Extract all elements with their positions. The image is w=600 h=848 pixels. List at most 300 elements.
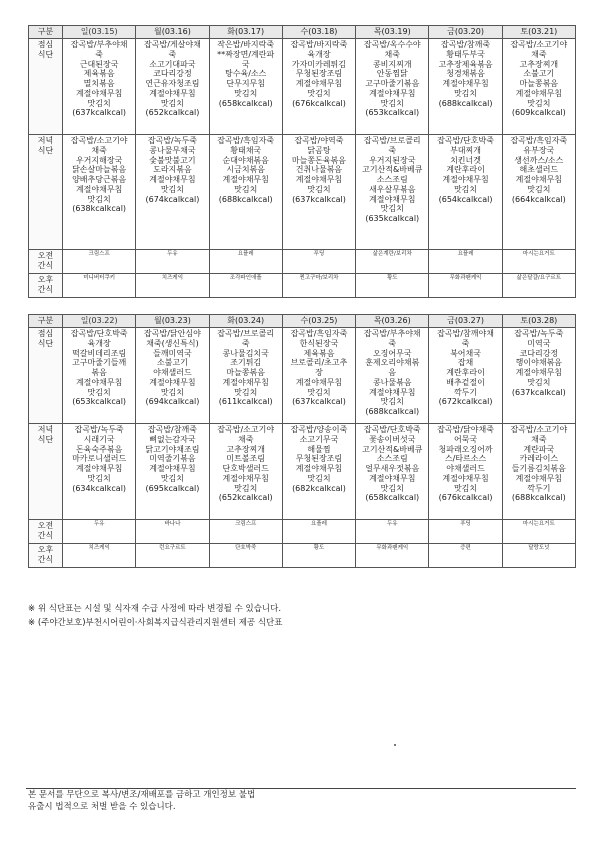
- menu-item: 계절야채무침: [442, 473, 489, 483]
- menu-item: 맛김치: [380, 98, 404, 108]
- menu-item: 맛김치: [160, 98, 185, 108]
- menu-item: 잡곡밥/참깨죽: [147, 425, 197, 434]
- row-label-line: 식단: [37, 338, 54, 348]
- menu-item: 제육볶음: [83, 69, 115, 79]
- menu-item: 황태두부국: [446, 49, 485, 59]
- menu-item: 맛김치: [307, 473, 331, 483]
- menu-item: 잡곡밥/참깨죽: [441, 40, 491, 49]
- header-row: [29, 26, 576, 39]
- row-label-line: 저녁: [37, 136, 54, 145]
- menu-item: 잡곡밥/브로콜리: [363, 136, 421, 145]
- menu-item: 채죽: [531, 434, 547, 444]
- menu-item: 뼈없는감자국: [149, 434, 196, 444]
- menu-item: 유부장국: [523, 145, 555, 155]
- menu-item: 맛김치: [307, 88, 331, 98]
- menu-item: 계절야채무침: [149, 175, 196, 184]
- am_snack-cell: 두유: [356, 520, 429, 544]
- menu-item: 오징어무국: [372, 348, 412, 358]
- row-label-dinner: [29, 424, 63, 520]
- row-label-line: 식단: [37, 145, 54, 155]
- menu-item: 계절야채무침: [515, 175, 563, 184]
- menu-item: 잡곡밥/단호박죽: [363, 425, 421, 434]
- menu-item: 시래기국: [83, 434, 115, 444]
- menu-item: 소스조림: [376, 454, 408, 464]
- day-header: 일(03.22): [63, 315, 136, 328]
- menu-item: 고구마줄기볶음: [365, 79, 420, 88]
- menu-item: 채죽: [91, 145, 107, 155]
- dinner-cell: [502, 135, 575, 250]
- menu-item: 맛김치: [453, 483, 478, 493]
- menu-item: (653kcalkcal): [72, 397, 127, 407]
- dinner-cell: [63, 135, 136, 250]
- menu-item: 잡곡밥/양송이죽: [290, 425, 348, 434]
- menu-item: (688kcalkcal): [438, 98, 493, 108]
- menu-item: 무청된장조림: [295, 454, 343, 464]
- menu-item: (676kcalkcal): [292, 98, 346, 108]
- am_snack-cell: 크림스프: [209, 520, 282, 544]
- menu-item: 멸치볶음: [83, 79, 115, 88]
- menu-item: 가자미카레튀김: [291, 59, 347, 69]
- menu-item: (654kcalkcal): [438, 194, 493, 204]
- menu-item: 브로콜리/초고추: [290, 358, 348, 368]
- menu-item: 순대야채볶음: [222, 155, 269, 165]
- menu-item: 맛김치: [234, 483, 258, 493]
- menu-item: 잡채: [457, 358, 474, 368]
- menu-item: 닭고기야채조림: [145, 444, 200, 454]
- menu-item: (635kcalkcal): [365, 214, 420, 223]
- menu-item: 잡곡밥/소고기야: [510, 425, 568, 434]
- menu-item: (676kcalkcal): [438, 493, 493, 503]
- lunch-cell: [282, 39, 355, 135]
- menu-item: 계절야채무침: [369, 473, 416, 483]
- menu-item: 잡곡밥/녹두죽: [147, 136, 197, 145]
- dinner-cell: [282, 135, 355, 250]
- row-label-line: 점심: [37, 329, 54, 338]
- menu-item: 맛김치: [160, 184, 185, 194]
- dinner-cell: [209, 424, 282, 520]
- am_snack-cell: 삶은계란/보리차: [356, 250, 429, 274]
- menu-item: (682kcalkcal): [292, 483, 346, 493]
- lunch-cell: [502, 39, 575, 135]
- menu-item: 계절야채무침: [295, 464, 343, 473]
- row-label-am_snack: [29, 250, 63, 274]
- footer-divider: [26, 788, 576, 789]
- menu-item: 잡곡밥/흑임자죽: [290, 329, 348, 338]
- menu-item: 훈제오리야채볶: [365, 358, 420, 368]
- menu-item: 잡곡밥/소고기야: [70, 136, 128, 145]
- menu-item: 잡곡밥/참깨야채: [437, 329, 494, 338]
- row-label-line: 식단: [37, 49, 54, 59]
- day-header: 화(03.24): [209, 315, 282, 328]
- menu-item: 콩나물무채국: [149, 145, 196, 155]
- lunch-cell: [502, 328, 575, 424]
- lunch-cell: [136, 328, 209, 424]
- menu-item: 단무지무침: [226, 79, 266, 88]
- menu-item: 부대찌개: [450, 145, 481, 155]
- menu-item: 미역국: [527, 338, 551, 348]
- menu-item: 건취나물볶음: [295, 165, 343, 175]
- menu-item: 계절야채무침: [295, 79, 343, 88]
- menu-item: 계절야채무침: [149, 464, 196, 473]
- day-header: 토(03.28): [502, 315, 575, 328]
- lunch-cell: [356, 39, 429, 135]
- pm_snack-cell: 미니버터쿠키: [63, 274, 136, 298]
- pm_snack-cell: 증편: [429, 544, 502, 568]
- menu-item: 고추장찌개: [519, 59, 559, 69]
- day-header: 수(03.18): [282, 26, 355, 39]
- menu-item: (658kcalkcal): [365, 493, 420, 503]
- menu-item: 잡곡밥/브로콜리: [217, 329, 275, 338]
- day-header: 월(03.23): [136, 315, 209, 328]
- menu-item: (638kcalkcal): [72, 204, 127, 214]
- am_snack-cell: 크림스프: [63, 250, 136, 274]
- menu-item: 계란후라이: [446, 368, 485, 377]
- menu-item: 마늘쫑돈육볶음: [291, 155, 347, 165]
- menu-item: 잡곡밥/닭안심야: [144, 329, 201, 338]
- menu-item: 고추장제육볶음: [438, 59, 493, 69]
- menu-item: 계란후라이: [446, 165, 485, 175]
- pm_snack-cell: 단호박죽: [209, 544, 282, 568]
- menu-item: 잡곡밥/야역죽: [294, 136, 344, 145]
- menu-item: 계절야채무침: [442, 175, 489, 184]
- menu-item: 맛김치: [380, 204, 404, 214]
- menu-item: 마늘쫑볶음: [226, 368, 266, 377]
- menu-item: 죽: [241, 338, 250, 348]
- menu-item: 작은밥/바지락죽: [217, 40, 275, 49]
- am_snack-cell: 푸딩: [282, 250, 355, 274]
- menu-item: 육개장: [307, 49, 331, 59]
- row-label-line: 저녁: [37, 425, 54, 434]
- row-label-line: 간식: [37, 260, 54, 270]
- am_snack-row: [29, 250, 576, 274]
- footer-warning: [28, 790, 255, 814]
- pm_snack-cell: 삶은달걀/요구르트: [502, 274, 575, 298]
- menu-item: (637kcalkcal): [292, 194, 346, 204]
- am_snack-cell: 요플레: [209, 250, 282, 274]
- menu-item: 소불고기: [156, 358, 188, 368]
- day-header: 목(03.19): [356, 26, 429, 39]
- menu-item: 계절야채무침: [222, 473, 269, 483]
- lunch-cell: [209, 39, 282, 135]
- row-label-dinner: [29, 135, 63, 250]
- am_snack-cell: 마시는요거트: [502, 250, 575, 274]
- menu-item: 맛김치: [527, 98, 551, 108]
- row-label-line: 오전: [37, 251, 54, 260]
- menu-item: 고기산적&바베큐: [362, 444, 423, 454]
- menu-item: 맛김치: [87, 473, 111, 483]
- menu-item: 잡곡밥/게살야채: [144, 40, 201, 49]
- menu-item: 잡곡밥/소고기야: [510, 40, 568, 49]
- row-label-line: 간식: [37, 530, 54, 540]
- day-header: 목(03.26): [356, 315, 429, 328]
- dinner-cell: [209, 135, 282, 250]
- menu-item: 맛김치: [87, 194, 111, 204]
- lunch-cell: [356, 328, 429, 424]
- row-label-pm_snack: [29, 274, 63, 298]
- menu-item: 닭손살마늘볶음: [72, 165, 127, 175]
- dinner-cell: [429, 135, 502, 250]
- menu-item: 죽: [388, 338, 397, 348]
- dinner-cell: [136, 424, 209, 520]
- row-label-lunch: [29, 39, 63, 135]
- menu-item: 계절야채무침: [149, 88, 196, 98]
- note-source: ※ (주야간보호)부천시어린이·사회복지급식관리지원센터 제공 식단표: [28, 617, 283, 628]
- menu-item: 계절야채무침: [295, 175, 343, 184]
- menu-item: 잡곡밥/부추야채: [70, 40, 128, 49]
- menu-item: 마늘쫑볶음: [519, 79, 559, 88]
- menu-item: 콩비지찌개: [372, 59, 412, 69]
- menu-item: (637kcalkcal): [511, 387, 566, 397]
- menu-item: 잡곡밥/부추야채: [363, 329, 421, 338]
- menu-item: 깍두기: [453, 387, 478, 397]
- menu-item: 계절야채무침: [515, 473, 563, 483]
- menu-item: 소고기대파국: [149, 59, 196, 69]
- menu-item: 치킨너겟: [450, 155, 481, 165]
- pm_snack-cell: 달랑도넛: [502, 544, 575, 568]
- menu-item: (652kcalkcal): [145, 108, 200, 118]
- menu-item: (658kcalkcal): [218, 98, 273, 108]
- lunch-row: [29, 328, 576, 424]
- menu-item: 행이야채볶음: [515, 358, 563, 368]
- row-label-line: 간식: [37, 284, 54, 294]
- pm_snack-cell: 런요구르트: [136, 544, 209, 568]
- menu-item: 계절야채무침: [442, 79, 489, 88]
- day-header: 금(03.20): [429, 26, 502, 39]
- menu-item: 미역줄기볶음: [149, 454, 196, 464]
- menu-item: 우거지된장국: [369, 155, 416, 165]
- menu-item: 조기튀김: [230, 358, 262, 368]
- menu-item: 잡곡밥/바지락죽: [290, 40, 348, 49]
- menu-item: 잡곡밥/단호박죽: [437, 136, 494, 145]
- menu-item: (637kcalkcal): [72, 108, 127, 118]
- menu-item: 잡곡밥/옥수수야: [363, 40, 421, 49]
- menu-item: 계절야채무침: [515, 88, 563, 98]
- menu-item: 계절야채무침: [515, 368, 563, 377]
- footer-line-2: 유출시 법적으로 처벌 받을 수 있습니다.: [28, 801, 176, 812]
- menu-item: 맛김치: [234, 387, 258, 397]
- menu-item: 소스조림: [376, 175, 408, 184]
- menu-item: 잡곡밥/닭야채죽: [437, 425, 494, 434]
- menu-item: 맛김치: [527, 184, 551, 194]
- menu-item: 죽: [95, 49, 103, 59]
- menu-item: 채죽(생신특식): [146, 338, 199, 348]
- menu-item: 어묵국: [453, 434, 478, 444]
- row-label-line: 오전: [37, 521, 54, 530]
- menu-item: (694kcalkcal): [145, 397, 200, 407]
- am_snack-cell: 바나나: [136, 520, 209, 544]
- row-label-pm_snack: [29, 544, 63, 568]
- menu-table-week-1: [28, 25, 576, 298]
- menu-item: 무청된장조림: [295, 69, 343, 79]
- stray-mark: [394, 744, 396, 746]
- menu-item: 한식된장국: [299, 338, 339, 348]
- menu-item: (611kcalkcal): [218, 397, 273, 407]
- lunch-cell: [209, 328, 282, 424]
- menu-item: 죽: [168, 49, 177, 59]
- lunch-row: [29, 39, 576, 135]
- menu-item: 돈육숙주볶음: [75, 444, 123, 454]
- menu-item: 맛김치: [160, 387, 185, 397]
- row-label-line: 점심: [37, 40, 54, 49]
- menu-item: (637kcalkcal): [292, 397, 346, 407]
- header-gubun: 구분: [29, 26, 63, 39]
- menu-item: 맛김치: [380, 483, 404, 493]
- row-label-lunch: [29, 328, 63, 424]
- menu-item: 계절야채무침: [222, 377, 269, 387]
- am_snack-cell: 두유: [136, 250, 209, 274]
- menu-item: (664kcalkcal): [511, 194, 566, 204]
- menu-item: 소불고기: [523, 69, 555, 79]
- dinner-cell: [136, 135, 209, 250]
- am_snack-cell: 요플레: [282, 520, 355, 544]
- dinner-row: [29, 135, 576, 250]
- menu-item: 장: [315, 368, 323, 377]
- menu-item: 해물찜: [307, 444, 331, 454]
- menu-item: 계란파국: [523, 444, 555, 454]
- menu-item: 맛김치: [87, 387, 111, 397]
- menu-item: 잡곡밥/소고기야: [217, 425, 275, 434]
- dinner-cell: [282, 424, 355, 520]
- am_snack-cell: 요플레: [429, 250, 502, 274]
- am_snack-cell: 푸딩: [429, 520, 502, 544]
- menu-item: 야채샐러드: [446, 464, 485, 473]
- pm_snack-row: [29, 274, 576, 298]
- day-header: 월(03.16): [136, 26, 209, 39]
- menu-item: 맛김치: [234, 184, 258, 194]
- menu-item: 스/타르소스: [444, 454, 487, 464]
- menu-item: (609kcalkcal): [511, 108, 566, 118]
- menu-item: 계절야채무침: [295, 377, 343, 387]
- menu-item: 죽: [388, 145, 397, 155]
- menu-item: 해초샐러드: [519, 165, 559, 175]
- menu-item: 맛김치: [453, 184, 478, 194]
- menu-item: 단호박샐러드: [222, 464, 269, 473]
- menu-item: 들깨미역국: [153, 348, 192, 358]
- menu-item: 닭곰탕: [307, 145, 331, 155]
- menu-item: 채죽: [237, 434, 254, 444]
- day-header: 화(03.17): [209, 26, 282, 39]
- pm_snack-row: [29, 544, 576, 568]
- dinner-cell: [356, 424, 429, 520]
- menu-item: 숯불맛불고기: [149, 155, 196, 165]
- menu-item: 코다리강정: [519, 348, 559, 358]
- menu-item: 맛김치: [307, 184, 331, 194]
- am_snack-row: [29, 520, 576, 544]
- row-label-am_snack: [29, 520, 63, 544]
- day-header: 수(03.25): [282, 315, 355, 328]
- notes: [28, 603, 282, 630]
- day-header: 토(03.21): [502, 26, 575, 39]
- menu-item: 시금치볶음: [226, 165, 266, 175]
- menu-item: 계절야채무침: [369, 194, 416, 204]
- menu-item: 꽃송이버섯국: [369, 434, 416, 444]
- dinner-cell: [356, 135, 429, 250]
- lunch-cell: [63, 328, 136, 424]
- menu-item: 얼무새우젓볶음: [365, 464, 420, 473]
- menu-item: 고기산적&바베큐: [362, 165, 423, 175]
- pm_snack-cell: 황도: [356, 274, 429, 298]
- note-change: ※ 위 식단표는 시설 및 식자재 수급 사정에 따라 변경될 수 있습니다.: [28, 604, 282, 614]
- menu-table-week-2: [28, 314, 576, 568]
- menu-item: 채죽: [531, 49, 547, 59]
- pm_snack-cell: 치즈케익: [136, 274, 209, 298]
- menu-item: 깍두기: [527, 483, 551, 493]
- menu-item: 코다리강정: [153, 69, 192, 79]
- am_snack-cell: 마시는요거트: [502, 520, 575, 544]
- pm_snack-cell: 조각파인애플: [209, 274, 282, 298]
- menu-item: 볶음: [91, 368, 107, 377]
- menu-item: (672kcalkcal): [438, 397, 493, 407]
- header-gubun: 구분: [29, 315, 63, 328]
- menu-item: 맛김치: [87, 98, 111, 108]
- pm_snack-cell: 무화과팬케익: [356, 544, 429, 568]
- menu-item: (653kcalkcal): [365, 108, 420, 118]
- dinner-cell: [429, 424, 502, 520]
- menu-item: 야채샐러드: [153, 368, 192, 377]
- menu-item: 계절야채무침: [149, 377, 196, 387]
- menu-item: 맛김치: [160, 473, 185, 483]
- lunch-cell: [429, 39, 502, 135]
- menu-item: 도라지볶음: [153, 165, 192, 175]
- menu-item: 잡곡밥/단호박죽: [70, 329, 128, 338]
- dinner-cell: [502, 424, 575, 520]
- menu-item: 청경채볶음: [446, 69, 485, 79]
- menu-item: 제육볶음: [303, 348, 335, 358]
- menu-item: (688kcalkcal): [365, 407, 420, 416]
- menu-item: 계절야채무침: [75, 88, 123, 98]
- menu-item: 근대된장국: [79, 59, 119, 69]
- day-header: 일(03.15): [63, 26, 136, 39]
- menu-item: 소고기무국: [299, 434, 339, 444]
- row-label-line: 오후: [37, 545, 54, 554]
- menu-item: 마카로니샐러드: [72, 454, 127, 464]
- dinner-cell: [63, 424, 136, 520]
- menu-item: 맛김치: [380, 397, 404, 407]
- pm_snack-cell: 치즈케익: [63, 544, 136, 568]
- menu-item: 계절야채무침: [369, 88, 416, 98]
- menu-item: 우거지해장국: [75, 155, 123, 165]
- menu-item: (695kcalkcal): [145, 483, 200, 493]
- menu-item: 죽: [461, 338, 470, 348]
- menu-item: 카레라이스: [519, 454, 559, 464]
- lunch-cell: [136, 39, 209, 135]
- menu-item: (634kcalkcal): [72, 483, 127, 493]
- menu-item: 생선까스/소스: [514, 155, 564, 165]
- menu-item: 계절야채무침: [75, 377, 123, 387]
- menu-item: 잡곡밥/흑임자죽: [510, 136, 568, 145]
- menu-item: 떡갈비데리조림: [72, 348, 127, 358]
- menu-item: 잡곡밥/녹두죽: [74, 425, 124, 434]
- menu-item: (674kcalkcal): [145, 194, 200, 204]
- lunch-cell: [282, 328, 355, 424]
- lunch-cell: [429, 328, 502, 424]
- menu-item: 황태채국: [230, 145, 262, 155]
- menu-item: 들기름김치볶음: [511, 464, 566, 473]
- menu-item: 고구마줄기들깨: [72, 358, 127, 368]
- footer-line-1: 본 문서를 무단으로 복사/변조/재배포를 금하고 개인정보 불법: [28, 790, 256, 800]
- menu-item: 계절야채무침: [222, 175, 269, 184]
- menu-item: 맛김치: [453, 88, 478, 98]
- menu-item: 미트볼조림: [226, 454, 266, 464]
- menu-item: 새우살무볶음: [369, 184, 416, 194]
- menu-item: 맛김치: [527, 377, 551, 387]
- menu-item: 탕수육/소스: [225, 69, 267, 79]
- menu-item: (688kcalkcal): [218, 194, 273, 204]
- menu-item: 계절야채무침: [369, 387, 416, 397]
- lunch-cell: [63, 39, 136, 135]
- menu-item: 잡곡밥/흑임자죽: [217, 136, 275, 145]
- menu-item: 배추겉절이: [446, 377, 485, 387]
